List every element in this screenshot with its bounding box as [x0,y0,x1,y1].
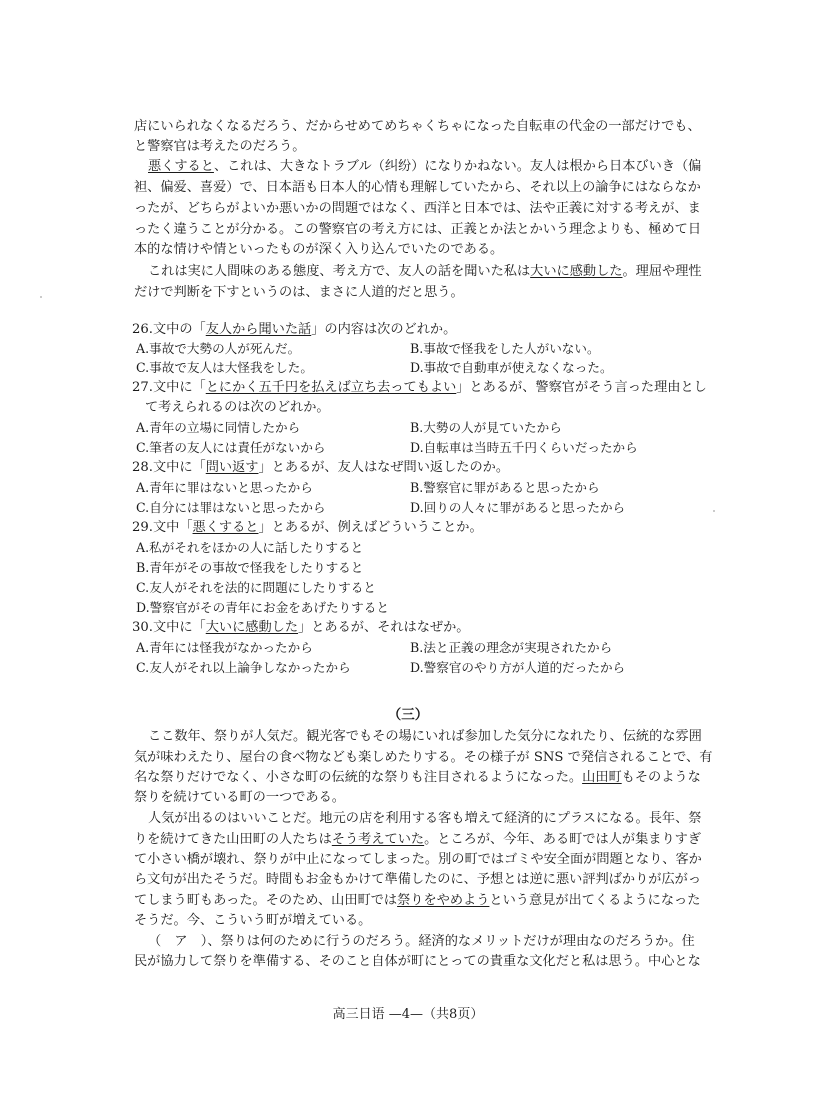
question-text: 28.文中に「 [132,460,206,475]
passage-text: 名な祭りだけでなく、小さな町の伝統的な祭りも注目されるようになった。 [134,770,583,785]
underlined-phrase: 友人から聞いた話 [205,322,312,337]
option-29-b[interactable]: B.青年がその事故で怪我をしたりすると [136,560,364,575]
option-27-b[interactable]: B.大勢の人が見ていたから [410,420,562,435]
option-27-a[interactable]: A.青年の立場に同情したから [136,420,301,435]
question-27-cont: て考えられるのは次のどれか。 [145,400,330,415]
underlined-phrase: 大いに感動した [205,620,299,635]
question-text: 」の内容は次のどれか。 [311,322,457,337]
question-text: 」とあるが、例えばどういうことか。 [258,520,483,535]
passage-text: これは実に人間味のある態度、考え方で、友人の話を聞いた私は [148,264,531,279]
passage-text: もそのような [621,770,701,785]
underlined-phrase: 祭りをやめよう [397,893,490,908]
section-title: （三） [387,707,429,723]
passage-line: 店にいられなくなるだろう、だからせめてめちゃくちゃになった自転車の代金の一部だけでも、 [134,119,701,134]
passage-text: てしまう町もあった。そのため、山田町では [134,893,398,908]
passage-text: 。理屈や理性 [622,264,702,279]
underlined-phrase: 山田町 [582,770,622,785]
passage-line [148,262,724,282]
option-30-c[interactable]: C.友人がそれ以上論争しなかったから [136,660,351,675]
passage-line: ったく違うことが分かる。この警察官の考え方には、正義とか法とかいう理念よりも、極めて日 [134,222,702,237]
option-26-a[interactable]: A.事故で大勢の人が死んだ。 [136,341,301,356]
underlined-phrase: 悪くすると [148,159,214,174]
passage-line [134,768,724,788]
option-27-d[interactable]: D.自転車は当時五千円くらいだったから [410,440,638,455]
question-text: 」とあるが、それはなぜか。 [298,620,470,635]
passage-line: 祭りを続けている町の一つである。 [134,790,345,805]
page-footer: 高三日语 —4—（共8页） [332,1007,484,1022]
question-26 [132,320,726,340]
passage-line: と警察官は考えたのだろう。 [134,139,306,154]
passage-line: だけで判断を下すというのは、まさに人道的だと思う。 [134,285,464,300]
question-27 [132,378,726,398]
passage-line: （ ア ）、祭りは何のために行うのだろう。経済的なメリットだけが理由なのだろうか。住 [148,934,695,949]
option-27-c[interactable]: C.筆者の友人には責任がないから [136,440,326,455]
scan-speck [40,296,42,298]
option-28-b[interactable]: B.警察官に罪があると思ったから [410,480,600,495]
passage-line: ったが、どちらがよいか悪いかの問題ではなく、西洋と日本では、法や正義に対する考えが、ま [134,201,701,216]
question-text: 26.文中の「 [132,322,206,337]
option-30-a[interactable]: A.青年には怪我がなかったから [136,640,313,655]
option-28-d[interactable]: D.回りの人々に罪があると思ったから [410,500,626,515]
passage-line: そうだ。今、こういう町が増えている。 [134,913,372,928]
underlined-phrase: 大いに感動した [530,264,623,279]
question-30 [132,618,726,638]
option-29-d[interactable]: D.警察官がその青年にお金をあげたりすると [136,600,389,615]
question-text: 」とあるが、警察官がそう言った理由とし [456,380,707,395]
option-30-b[interactable]: B.法と正義の理念が実現されたから [410,640,613,655]
passage-line [134,830,724,850]
passage-line: て小さい橋が壊れ、祭りが中止になってしまった。別の町ではゴミや安全面が問題となり、客か [134,852,702,867]
passage-line: 民が協力して祭りを準備する、そのこと自体が町にとっての貴重な文化だと私は思う。中心とな [134,954,701,969]
passage-line [134,891,724,911]
question-text: 30.文中に「 [132,620,206,635]
passage-text: りを続けてきた山田町の人たちは [134,832,332,847]
passage-line: 気が味わえたり、屋台の食べ物なども楽しめたりする。その様子が SNS で発信されることで、有 [134,750,713,765]
option-26-d[interactable]: D.事故で自動車が使えなくなった。 [410,360,613,375]
passage-line: ここ数年、祭りが人気だ。観光客でもその場にいれば参加した気分になれたり、伝統的な雰囲 [148,729,702,744]
underlined-phrase: 問い返す [205,460,259,475]
question-29 [132,518,726,538]
passage-line: 本的な情けや情といったものが深く入り込んでいたのである。 [134,242,504,257]
passage-text: という意見が出てくるようになった [489,893,701,908]
option-28-a[interactable]: A.青年に罪はないと思ったから [136,480,313,495]
passage-line: 人気が出るのはいいことだ。地元の店を利用する客も増えて経済的にプラスになる。長年、祭 [148,811,702,826]
passage-text: 、これは、大きなトラブル（纠纷）になりかねない。友人は根から日本びいき（偏 [213,159,702,174]
question-28 [132,458,726,478]
option-28-c[interactable]: C.自分には罪はないと思ったから [136,500,326,515]
scan-speck [713,510,715,512]
passage-text: 。ところが、今年、ある町では人が集まりすぎ [424,832,702,847]
question-text: 」とあるが、友人はなぜ問い返したのか。 [258,460,510,475]
question-text: 27.文中に「 [132,380,206,395]
option-29-a[interactable]: A.私がそれをほかの人に話したりすると [136,540,364,555]
option-29-c[interactable]: C.友人がそれを法的に問題にしたりすると [136,580,376,595]
option-26-b[interactable]: B.事故で怪我をした人がいない。 [410,341,600,356]
option-30-d[interactable]: D.警察官のやり方が人道的だったから [410,660,626,675]
passage-line: ら文句が出たそうだ。時間もお金もかけて準備したのに、予想とは逆に悪い評判ばかりが広がっ [134,872,702,887]
question-text: 29.文中「 [132,520,193,535]
underlined-phrase: とにかく五千円を払えば立ち去ってもよい [205,380,457,395]
underlined-phrase: そう考えていた [331,832,425,847]
underlined-phrase: 悪くすると [192,520,259,535]
passage-line [148,157,724,177]
option-26-c[interactable]: C.事故で友人は大怪我をした。 [136,360,313,375]
passage-line: 袒、偏爱、喜爱）で、日本語も日本人的心情も理解していたから、それ以上の論争にはならなか [134,180,701,195]
